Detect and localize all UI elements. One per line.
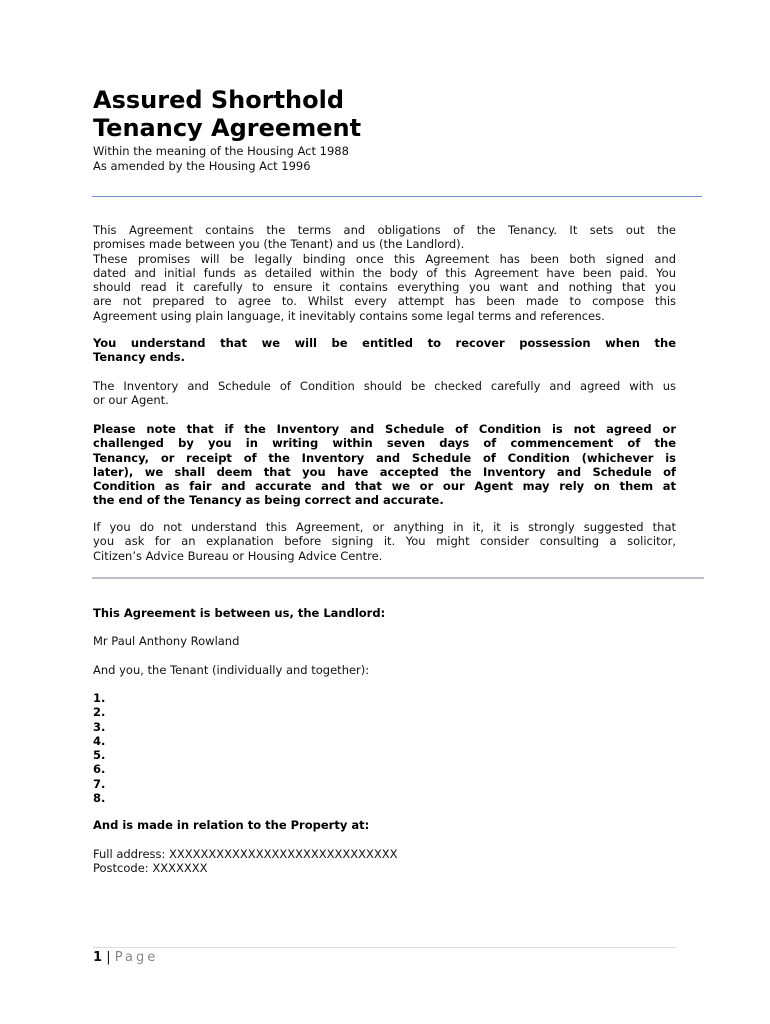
section-divider bbox=[92, 577, 704, 579]
paragraph-line: should read it carefully to ensure it contains everything you want and nothing that you bbox=[93, 280, 676, 295]
paragraph-line: challenged by you in writing within seven days of commencement of the bbox=[93, 436, 676, 451]
tenant-number: 8. bbox=[93, 791, 106, 806]
title-line: Tenancy Agreement bbox=[93, 114, 362, 142]
intro-paragraph bbox=[93, 336, 676, 365]
paragraph-line: later), we shall deem that you have accepted the Inventory and Schedule of bbox=[93, 464, 676, 479]
paragraph-line: Citizen’s Advice Bureau or Housing Advice Centre. bbox=[93, 548, 383, 563]
subtitle-line: As amended by the Housing Act 1996 bbox=[93, 158, 311, 173]
paragraph-line: You understand that we will be entitled to recover possession when the bbox=[93, 336, 676, 350]
paragraph-line: If you do not understand this Agreement, or anything in it, it is strongly suggested that bbox=[93, 520, 676, 534]
intro-paragraph bbox=[93, 422, 676, 508]
tenant-number: 1. bbox=[93, 691, 106, 705]
landlord-name: Mr Paul Anthony Rowland bbox=[93, 634, 240, 648]
paragraph-line: These promises will be legally binding once this Agreement has been both signed and bbox=[93, 251, 676, 266]
footer-divider bbox=[93, 947, 676, 948]
tenant-number: 2. bbox=[93, 705, 106, 720]
landlord-heading: This Agreement is between us, the Landlord: bbox=[93, 606, 386, 620]
paragraph-line: Condition as fair and accurate and that we or our Agent may rely on them at bbox=[93, 479, 676, 494]
tenant-list bbox=[93, 691, 676, 805]
paragraph-line: Please note that if the Inventory and Schedule of Condition is not agreed or bbox=[93, 422, 676, 436]
header-divider bbox=[92, 196, 702, 197]
intro-paragraph bbox=[93, 223, 676, 323]
paragraph-line: promises made between you (the Tenant) and us (the Landlord). bbox=[93, 237, 465, 252]
property-heading: And is made in relation to the Property at: bbox=[93, 818, 370, 832]
paragraph-line: Agreement using plain language, it inevitably contains some legal terms and references. bbox=[93, 308, 605, 323]
paragraph-line: The Inventory and Schedule of Condition should be checked carefully and agreed with us bbox=[93, 379, 676, 393]
paragraph-line: Tenancy, or receipt of the Inventory and Schedule of Condition (whichever is bbox=[93, 450, 676, 465]
paragraph-line: This Agreement contains the terms and obligations of the Tenancy. It sets out the bbox=[93, 223, 676, 237]
paragraph-line: or our Agent. bbox=[93, 393, 169, 408]
footer-separator: | bbox=[106, 950, 111, 965]
paragraph-line: you ask for an explanation before signing it. You might consider consulting a solicitor, bbox=[93, 534, 676, 549]
tenant-number: 7. bbox=[93, 776, 106, 791]
paragraph-line: the end of the Tenancy as being correct and accurate. bbox=[93, 493, 444, 508]
tenant-number: 3. bbox=[93, 719, 106, 734]
property-address: Full address: XXXXXXXXXXXXXXXXXXXXXXXXXXXXX bbox=[93, 847, 398, 861]
document-subtitle bbox=[93, 144, 349, 173]
document-title bbox=[93, 86, 361, 142]
page-label: Page bbox=[114, 950, 159, 965]
paragraph-line: Tenancy ends. bbox=[93, 350, 185, 365]
tenant-number: 5. bbox=[93, 748, 106, 763]
paragraph-line: are not prepared to agree to. Whilst every attempt has been made to compose this bbox=[93, 294, 676, 309]
title-line: Assured Shorthold bbox=[93, 86, 345, 114]
paragraph-line: dated and initial funds as detailed within the body of this Agreement have been paid. You bbox=[93, 265, 676, 280]
property-postcode: Postcode: XXXXXXX bbox=[93, 861, 208, 875]
tenant-heading: And you, the Tenant (individually and together): bbox=[93, 663, 370, 677]
intro-paragraph bbox=[93, 379, 676, 408]
subtitle-line: Within the meaning of the Housing Act 1988 bbox=[93, 144, 349, 158]
tenant-number: 6. bbox=[93, 762, 106, 777]
page-footer bbox=[93, 950, 158, 965]
page-number: 1 bbox=[93, 950, 103, 965]
tenant-number: 4. bbox=[93, 733, 106, 748]
intro-paragraph bbox=[93, 520, 676, 563]
